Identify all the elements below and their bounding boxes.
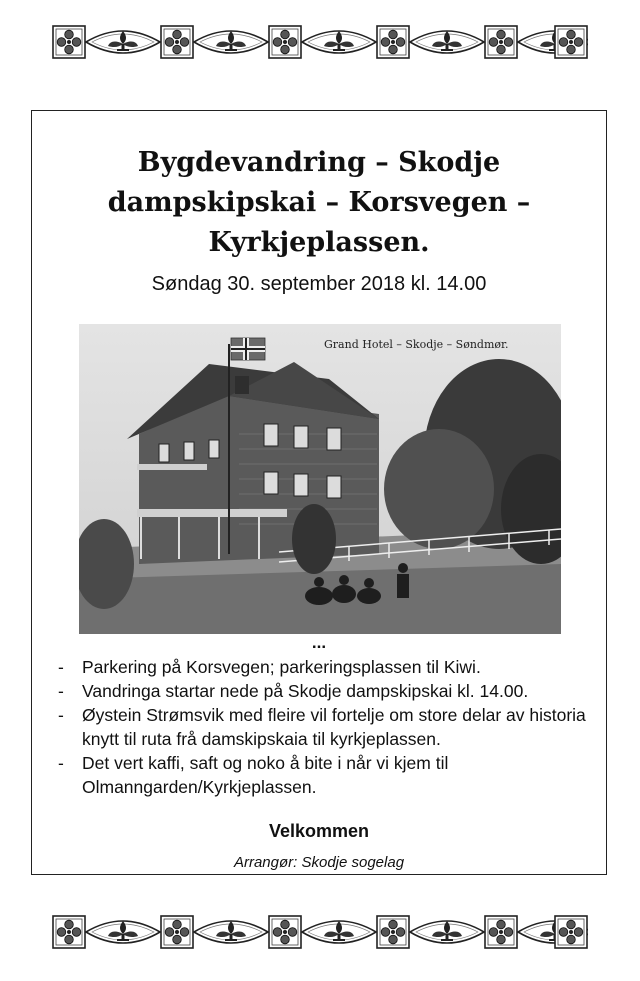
list-item — [56, 679, 586, 703]
event-date: Søndag 30. september 2018 kl. 14.00 — [151, 273, 487, 295]
organizer-text: Arrangør: Skodje sogelag — [233, 854, 405, 871]
ornamental-border-top — [52, 22, 588, 62]
poster-frame — [31, 110, 607, 875]
grand-hotel-photo — [79, 324, 561, 634]
list-item-text: Øystein Strømsvik med fleire vil fortelje om store delar av historia knytt til ruta frå damskipskaia til kyrkjeplassen. — [82, 705, 586, 749]
title-line-2: dampskipskai – Korsvegen – — [107, 187, 531, 218]
list-item-text: Parkering på Korsvegen; parkeringsplassen til Kiwi. — [82, 657, 481, 677]
title-line-3: Kyrkjeplassen. — [208, 227, 430, 258]
list-item — [56, 703, 586, 751]
list-dash: - — [58, 657, 64, 677]
list-dash: - — [58, 681, 64, 701]
title-line-1: Bygdevandring – Skodje — [137, 147, 501, 178]
welcome-text: Velkommen — [268, 821, 370, 841]
list-item-text: Det vert kaffi, saft og noko å bite i når vi kjem til Olmanngarden/Kyrkjeplassen. — [82, 753, 449, 797]
separator-dots: ... — [311, 633, 327, 652]
list-item — [56, 655, 586, 679]
ornamental-border-bottom — [52, 912, 588, 952]
poster-title — [32, 143, 606, 263]
list-dash: - — [58, 753, 64, 773]
photo-caption: Grand Hotel – Skodje – Søndmør. — [324, 338, 509, 351]
list-item-text: Vandringa startar nede på Skodje dampskipskai kl. 14.00. — [82, 681, 529, 701]
info-list — [56, 655, 586, 799]
list-item — [56, 751, 586, 799]
list-dash: - — [58, 705, 64, 725]
